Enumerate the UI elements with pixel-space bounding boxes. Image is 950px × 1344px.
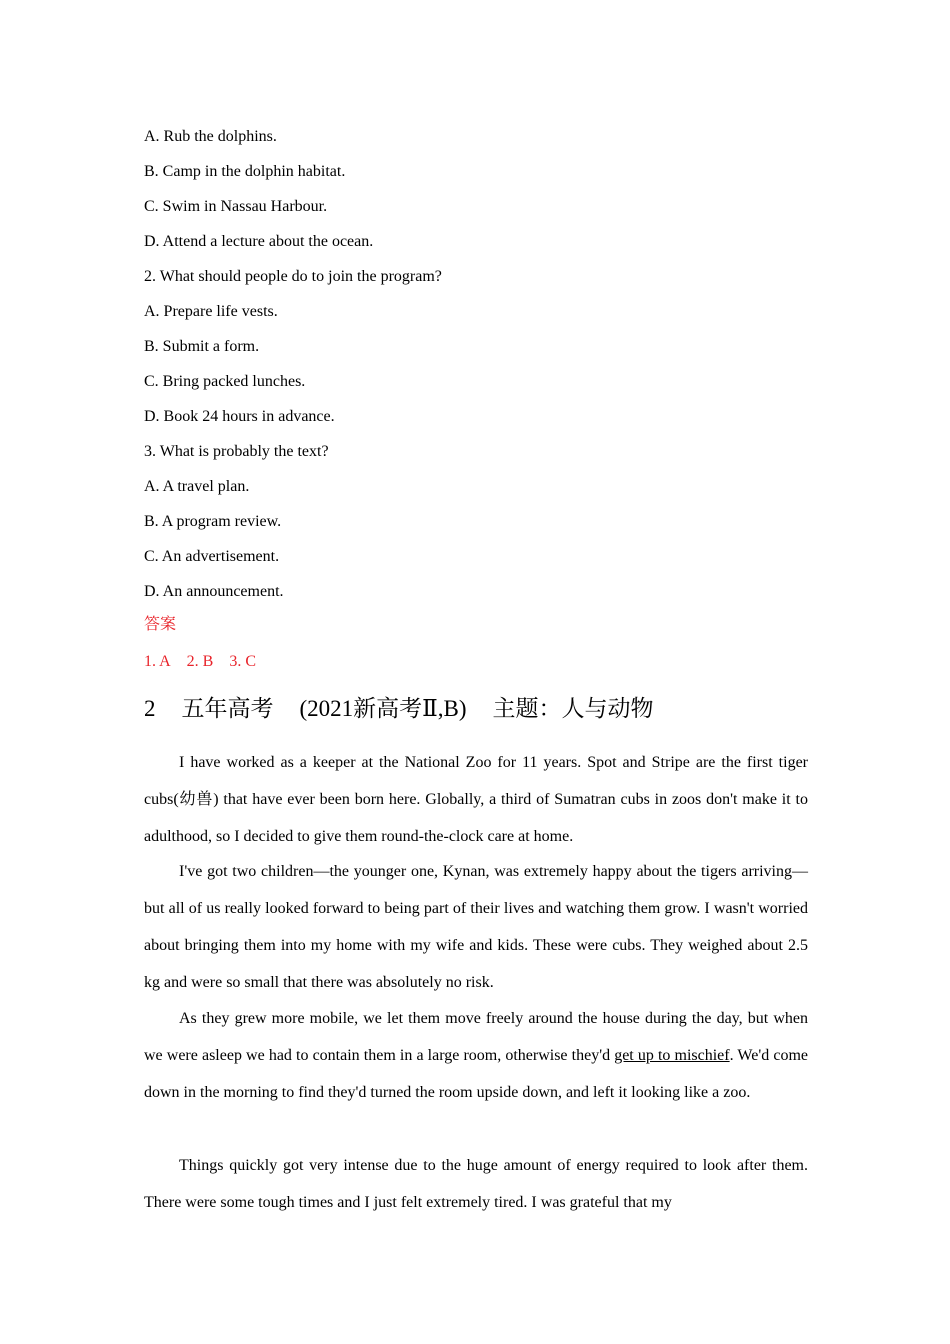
answer-values <box>144 652 256 672</box>
q3-option-c: C. An advertisement. <box>144 548 280 565</box>
passage-paragraph-4: Things quickly got very intense due to the huge amount of energy required to look after them. There were some tough times and I just felt extremely tired. I was grateful that my <box>144 1157 808 1211</box>
q2-option-a: A. Prepare life vests. <box>144 303 278 320</box>
answer-3: 3. C <box>229 653 257 670</box>
passage-paragraph-2: I've got two children—the younger one, Kynan, was extremely happy about the tigers arriving—but all of us really looked forward to being part of their lives and watching them grow. I wasn't worried about bringing them into my home with my wife and kids. These were cubs. They weighed about 2.5 kg and were so small that there was absolutely no risk. <box>144 863 808 991</box>
underlined-phrase: get up to mischief <box>614 1047 730 1064</box>
answer-2: 2. B <box>186 653 214 670</box>
q1-option-c: C. Swim in Nassau Harbour. <box>144 198 328 215</box>
p3-text-after: . We'd come down in the morning to find they'd turned the room upside down, and left it looking like a zoo. <box>144 1047 808 1101</box>
passage-paragraph-3 <box>144 1000 808 1111</box>
q1-option-b: B. Camp in the dolphin habitat. <box>144 163 346 180</box>
answer-1: 1. A <box>144 653 171 670</box>
section-source: (2021新高考Ⅱ,B) <box>299 696 467 721</box>
answer-label: 答案 <box>144 616 177 633</box>
p3-text-before: As they grew more mobile, we let them move freely around the house during the day, but when we were asleep we had to contain them in a large room, otherwise they'd <box>144 1010 808 1064</box>
q1-option-a: A. Rub the dolphins. <box>144 128 277 145</box>
passage-paragraph-1: I have worked as a keeper at the National Zoo for 11 years. Spot and Stripe are the first tiger cubs(幼兽) that have ever been born here. Globally, a third of Sumatran cubs in zoos don't make it to adulthood, so I decided to give them round-the-clock care at home. <box>144 754 808 845</box>
q3-option-b: B. A program review. <box>144 513 282 530</box>
q3-question: 3. What is probably the text? <box>144 443 329 460</box>
section-heading <box>144 694 654 724</box>
section-source-label: 五年高考 <box>181 696 274 721</box>
q1-option-d: D. Attend a lecture about the ocean. <box>144 233 374 250</box>
q2-option-c: C. Bring packed lunches. <box>144 373 306 390</box>
q3-option-a: A. A travel plan. <box>144 478 250 495</box>
q3-option-d: D. An announcement. <box>144 583 284 600</box>
section-number: 2 <box>144 696 156 721</box>
q2-option-b: B. Submit a form. <box>144 338 260 355</box>
q2-question: 2. What should people do to join the program? <box>144 268 442 285</box>
section-theme: 主题：人与动物 <box>492 696 654 721</box>
q2-option-d: D. Book 24 hours in advance. <box>144 408 335 425</box>
